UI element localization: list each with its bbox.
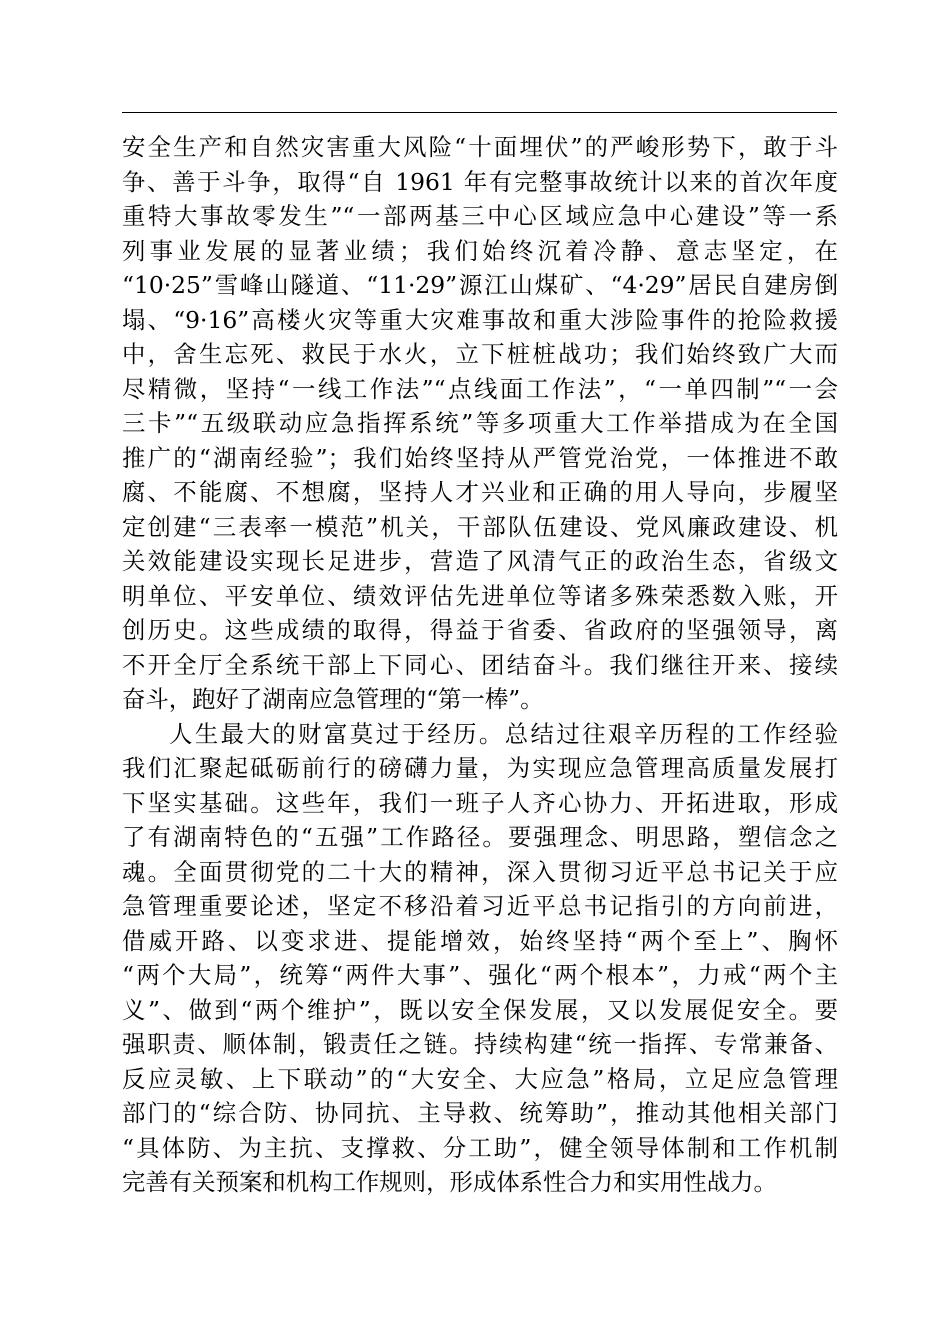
text-line: 关效能建设实现长足进步，营造了风清气正的政治生态，省级文 [122,547,838,575]
text-line: 争、善于斗争，取得“自 1961 年有完整事故统计以来的首次年度 [122,167,838,196]
text-line: 部门的“综合防、协同抗、主导救、统筹助”，推动其他相关部门 [122,1099,838,1127]
text-line: 下坚实基础。这些年，我们一班子人齐心协力、开拓进取，形成 [122,788,838,817]
text-line: “10·25”雪峰山隧道、“11·29”源江山煤矿、“4·29”居民自建房倒 [122,271,838,299]
text-line: 中，舍生忘死、救民于水火，立下桩桩战功；我们始终致广大而 [122,340,838,368]
text-line: “具体防、为主抗、支撑救、分工助”，健全领导体制和工作机制 [122,1133,838,1162]
text-line: 急管理重要论述，坚定不移沿着习近平总书记指引的方向前进， [122,892,838,920]
text-line: 魂。全面贯彻党的二十大的精神，深入贯彻习近平总书记关于应 [122,857,838,886]
text-line: 定创建“三表率一模范”机关，干部队伍建设、党风廉政建设、机 [122,512,838,541]
text-line: 列事业发展的显著业绩；我们始终沉着冷静、意志坚定，在 [122,236,838,265]
text-line: 了有湖南特色的“五强”工作路径。要强理念、明思路，塑信念之 [122,823,838,851]
paragraph-2 [122,717,838,1200]
text-line: 借威开路、以变求进、提能增效，始终坚持“两个至上”、胸怀 [122,926,838,955]
text-line: 安全生产和自然灾害重大风险“十面埋伏”的严峻形势下，敢于斗 [122,133,838,161]
text-line: 塌、“9·16”高楼火灾等重大灾难事故和重大涉险事件的抢险救援 [122,305,838,334]
text-line: 人生最大的财富莫过于经历。总结过往艰辛历程的工作经验 [169,719,838,748]
text-line: 重特大事故零发生”“一部两基三中心区域应急中心建设”等一系 [122,202,838,230]
text-line: 义”、做到“两个维护”，既以安全保发展，又以发展促安全。要 [122,995,838,1024]
text-line: 推广的“湖南经验”；我们始终坚持从严管党治党，一体推进不敢 [122,443,838,472]
text-line: 三卡”“五级联动应急指挥系统”等多项重大工作举措成为在全国 [122,409,838,437]
text-line: 创历史。这些成绩的取得，得益于省委、省政府的坚强领导，离 [122,616,838,644]
paragraph-1 [122,130,838,717]
text-line: 完善有关预案和机构工作规则，形成体系性合力和实用性战力。 [122,1168,777,1196]
header-rule [122,112,837,113]
document-body [122,130,838,1200]
text-line: 反应灵敏、上下联动”的“大安全、大应急”格局，立足应急管理 [122,1064,838,1093]
text-line: 我们汇聚起砥砺前行的磅礴力量，为实现应急管理高质量发展打 [122,754,838,782]
text-line: 明单位、平安单位、绩效评估先进单位等诸多殊荣悉数入账，开 [122,581,838,610]
text-line: 尽精微，坚持“一线工作法”“点线面工作法”，“一单四制”“一会 [122,374,838,403]
text-line: 腐、不能腐、不想腐，坚持人才兴业和正确的用人导向，步履坚 [122,478,838,506]
text-line: “两个大局”，统筹“两件大事”、强化“两个根本”，力戒“两个主 [122,961,838,989]
text-line: 奋斗，跑好了湖南应急管理的“第一棒”。 [122,685,544,713]
text-line: 强职责、顺体制，锻责任之链。持续构建“统一指挥、专常兼备、 [122,1030,838,1058]
text-line: 不开全厅全系统干部上下同心、团结奋斗。我们继往开来、接续 [122,650,838,679]
